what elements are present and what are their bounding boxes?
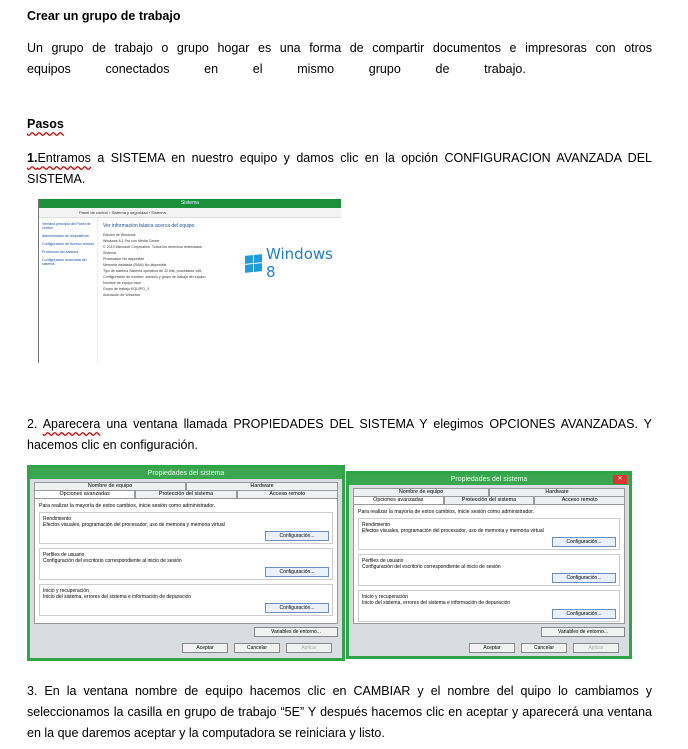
- step-1: [27, 148, 652, 190]
- step-2-start: 2.: [27, 417, 43, 431]
- info-line: Edición de Windows: [103, 233, 136, 237]
- info-line: Nombre de equipo mcsl: [103, 281, 141, 285]
- performance-label: Rendimiento: [43, 516, 72, 522]
- close-icon[interactable]: ✕: [613, 475, 627, 484]
- apply-button[interactable]: Aplicar: [286, 643, 332, 653]
- windows-flag-icon: [245, 254, 262, 273]
- step-1-text: a SISTEMA en nuestro equipo y damos clic en la opción CONFIGURACION AVANZADA DEL SISTEMA.: [27, 151, 652, 186]
- info-line: Windows 8.1 Pro con Media Center: [103, 239, 160, 243]
- performance-group: [39, 512, 333, 544]
- side-link: Protección del sistema: [42, 250, 79, 254]
- side-link: Ventana principal del Panel de control: [42, 222, 91, 230]
- step-2-word: Aparecera: [42, 417, 101, 431]
- startup-group: [39, 584, 333, 616]
- system-properties-dialog-2: [346, 471, 632, 659]
- performance-settings-button[interactable]: Configuración...: [552, 537, 616, 547]
- ok-button[interactable]: Aceptar: [182, 643, 228, 653]
- performance-text: Efectos visuales, programación del procesador, uso de memoria y memoria virtual: [362, 528, 544, 534]
- startup-group: [358, 590, 620, 622]
- cancel-button[interactable]: Cancelar: [234, 643, 280, 653]
- tabs-bottom-row: [353, 496, 625, 504]
- admin-note: Para realizar la mayoría de estos cambios, inicie sesión como administrador.: [358, 509, 535, 515]
- tabs-bottom-row: [34, 490, 338, 498]
- tab-advanced[interactable]: Opciones avanzadas: [34, 490, 135, 498]
- profiles-text: Configuración del escritorio correspondiente al inicio de sesión: [362, 564, 501, 570]
- info-line: Grupo de trabajo EQUIPO_X: [103, 287, 150, 291]
- tab-computer-name[interactable]: Nombre de equipo: [353, 488, 489, 496]
- dialog-title: Propiedades del sistema: [30, 468, 342, 479]
- info-line: Tipo de sistema Sistema operativo de 32 bits, procesador x86: [103, 269, 202, 273]
- startup-text: Inicio del sistema, errores del sistema e información de depuración: [362, 600, 511, 606]
- performance-group: [358, 518, 620, 550]
- profiles-text: Configuración del escritorio correspondiente al inicio de sesión: [43, 558, 182, 564]
- dialog-title-text: Propiedades del sistema: [450, 476, 528, 483]
- system-properties-dialog-1: [27, 465, 345, 661]
- tabs-top-row: [353, 488, 625, 496]
- address-bar: Panel de control › Sistema y seguridad › Sistema: [39, 208, 341, 218]
- profiles-settings-button[interactable]: Configuración...: [265, 567, 329, 577]
- cancel-button[interactable]: Cancelar: [521, 643, 567, 653]
- info-line: Sistema: [103, 251, 116, 255]
- tab-advanced[interactable]: Opciones avanzadas: [353, 496, 444, 504]
- steps-heading: Pasos: [27, 117, 64, 131]
- ok-button[interactable]: Aceptar: [469, 643, 515, 653]
- startup-label: Inicio y recuperación: [43, 588, 89, 594]
- profiles-group: [358, 554, 620, 586]
- performance-text: Efectos visuales, programación del procesador, uso de memoria y memoria virtual: [43, 522, 225, 528]
- document-title: Crear un grupo de trabajo: [27, 9, 181, 23]
- info-line: Activación de Windows: [103, 293, 140, 297]
- tabs-top-row: [34, 482, 338, 490]
- intro-line-2: equipos conectados en el mismo grupo de trabajo.: [27, 62, 526, 76]
- admin-note: Para realizar la mayoría de estos cambios, inicie sesión como administrador.: [39, 503, 216, 509]
- performance-settings-button[interactable]: Configuración...: [265, 531, 329, 541]
- step-2: [27, 414, 652, 456]
- tab-system-protection[interactable]: Protección del sistema: [135, 490, 236, 498]
- tab-hardware[interactable]: Hardware: [186, 482, 338, 490]
- dialog-buttons: [40, 643, 332, 653]
- tab-hardware[interactable]: Hardware: [489, 488, 625, 496]
- startup-label: Inicio y recuperación: [362, 594, 408, 600]
- info-line: Memoria instalada (RAM) No disponible: [103, 263, 167, 267]
- advanced-pane: [353, 504, 625, 624]
- profiles-label: Perfiles de usuario: [362, 558, 404, 564]
- apply-button[interactable]: Aplicar: [573, 643, 619, 653]
- startup-settings-button[interactable]: Configuración...: [552, 609, 616, 619]
- dialog-title: [349, 474, 629, 485]
- profiles-label: Perfiles de usuario: [43, 552, 85, 558]
- intro-line-1: Un grupo de trabajo o grupo hogar es una forma de compartir documentos e impresoras con otros: [27, 41, 652, 55]
- performance-label: Rendimiento: [362, 522, 391, 528]
- tab-computer-name[interactable]: Nombre de equipo: [34, 482, 186, 490]
- dialog-buttons: [359, 643, 619, 653]
- step-2-text: una ventana llamada PROPIEDADES DEL SISTEMA Y elegimos OPCIONES AVANZADAS. Y hacemos clic en configuración.: [27, 417, 652, 452]
- startup-text: Inicio del sistema, errores del sistema e información de depuración: [43, 594, 192, 600]
- advanced-pane: [34, 498, 338, 624]
- step-1-number: 1.: [27, 151, 38, 165]
- windows-logo: [245, 245, 341, 281]
- system-info-heading: Ver información básica acerca del equipo: [103, 223, 195, 229]
- environment-variables-button[interactable]: Variables de entorno...: [254, 627, 338, 637]
- profiles-settings-button[interactable]: Configuración...: [552, 573, 616, 583]
- info-line: © 2013 Microsoft Corporation. Todos los derechos reservados.: [103, 245, 203, 249]
- startup-settings-button[interactable]: Configuración...: [265, 603, 329, 613]
- step-1-word: Entramos: [37, 151, 91, 165]
- info-line: Configuración de nombre, dominio y grupo de trabajo del equipo: [103, 275, 206, 279]
- profiles-group: [39, 548, 333, 580]
- step-3: 3. En la ventana nombre de equipo hacemos clic en CAMBIAR y el nombre del quipo lo cambiamos y seleccionamos la casilla en grupo de trabajo “5E” Y después hacemos clic en aceptar y aparecerá una ventana en la que daremos aceptar y la computadora se reiniciara y listo.: [27, 684, 652, 740]
- tab-remote[interactable]: Acceso remoto: [237, 490, 338, 498]
- side-link: Administrador de dispositivos: [42, 234, 89, 238]
- system-window-title: Sistema: [39, 199, 341, 208]
- system-window-screenshot: [38, 199, 341, 363]
- environment-variables-button[interactable]: Variables de entorno...: [541, 627, 625, 637]
- side-link: Configuración avanzada del sistema: [42, 258, 87, 266]
- info-line: Procesador No disponible: [103, 257, 145, 261]
- side-panel: [39, 218, 98, 363]
- side-link: Configuración de Acceso remoto: [42, 242, 94, 246]
- tab-remote[interactable]: Acceso remoto: [534, 496, 625, 504]
- windows-logo-text: Windows 8: [266, 245, 333, 281]
- tab-system-protection[interactable]: Protección del sistema: [444, 496, 535, 504]
- system-info: [103, 221, 341, 363]
